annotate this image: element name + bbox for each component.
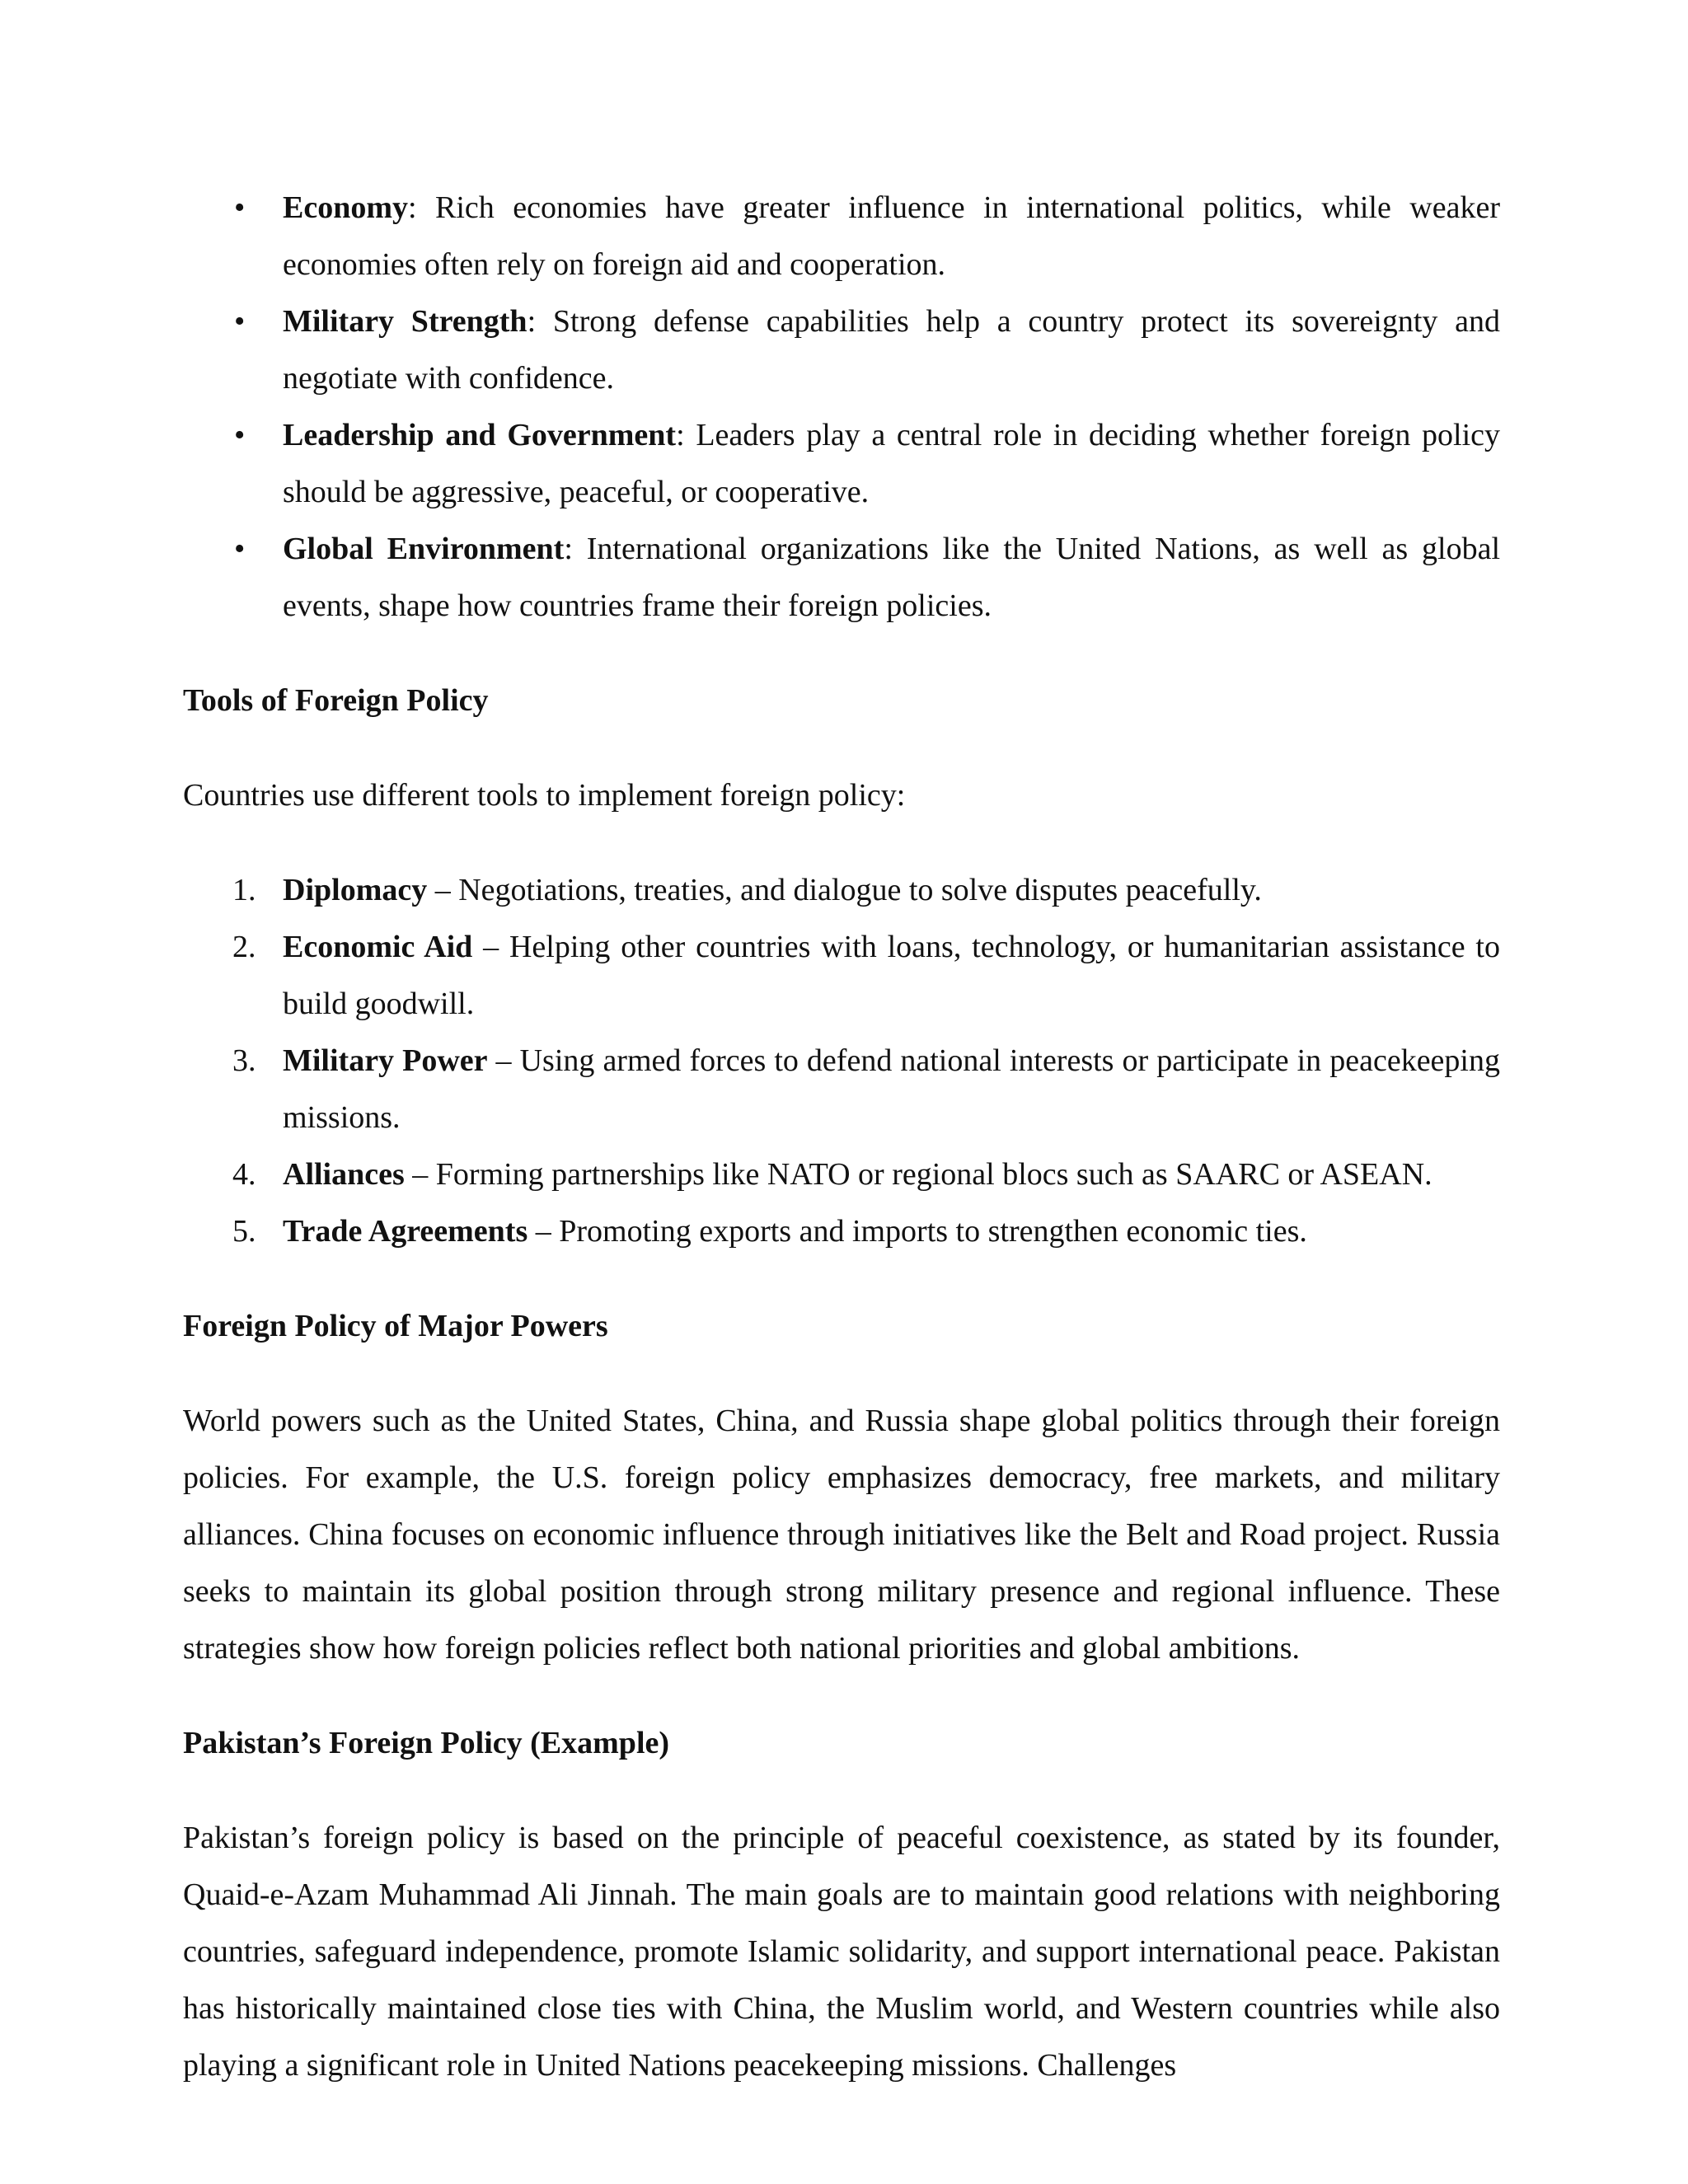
list-item bbox=[183, 407, 1500, 521]
tool-term: Diplomacy bbox=[283, 873, 428, 907]
bullet-icon: • bbox=[234, 418, 246, 452]
bullet-term: Military Strength bbox=[283, 304, 528, 339]
list-number: 5. bbox=[232, 1214, 256, 1249]
list-item bbox=[183, 1146, 1500, 1203]
tools-numbered-list bbox=[183, 862, 1500, 1260]
bullet-icon: • bbox=[234, 304, 246, 339]
tools-heading: Tools of Foreign Policy bbox=[183, 683, 489, 718]
list-item bbox=[183, 521, 1500, 635]
tool-term: Economic Aid bbox=[283, 930, 473, 964]
bullet-term: Economy bbox=[283, 190, 408, 225]
pakistan-paragraph: Pakistan’s foreign policy is based on the principle of peaceful coexistence, as stated by its founder, Quaid-e-Azam Muhammad Ali Jinnah. The main goals are to maintain good relations with neighboring countries, safeguard independence, promote Islamic solidarity, and support international peace. Pakistan has historically maintained close ties with China, the Muslim world, and Western countries while also playing a significant role in United Nations peacekeeping missions. Challenges bbox=[183, 1821, 1500, 2083]
pakistan-heading: Pakistan’s Foreign Policy (Example) bbox=[183, 1726, 670, 1760]
bullet-text: : Leaders play a central role in deciding whether foreign policy should be aggressive, peaceful, or cooperative. bbox=[283, 418, 1500, 509]
factor-bullet-list bbox=[183, 180, 1500, 635]
major-powers-paragraph: World powers such as the United States, China, and Russia shape global politics through their foreign policies. For example, the U.S. foreign policy emphasizes democracy, free markets, and military alliances. China focuses on economic influence through initiatives like the Belt and Road project. Russia seeks to maintain its global position through strong military presence and regional influence. These strategies show how foreign policies reflect both national priorities and global ambitions. bbox=[183, 1404, 1500, 1666]
list-number: 1. bbox=[232, 873, 256, 907]
list-number: 3. bbox=[232, 1043, 256, 1078]
tool-text: – Helping other countries with loans, technology, or humanitarian assistance to build goodwill. bbox=[283, 930, 1500, 1021]
list-item bbox=[183, 293, 1500, 407]
tool-text: – Promoting exports and imports to strengthen economic ties. bbox=[528, 1214, 1307, 1249]
list-item bbox=[183, 862, 1500, 919]
tool-term: Trade Agreements bbox=[283, 1214, 528, 1249]
list-item bbox=[183, 180, 1500, 293]
bullet-term: Global Environment bbox=[283, 532, 565, 566]
tool-term: Alliances bbox=[283, 1157, 405, 1192]
page-content bbox=[183, 180, 1500, 2094]
list-number: 2. bbox=[232, 930, 256, 964]
bullet-icon: • bbox=[234, 190, 246, 225]
list-item bbox=[183, 1203, 1500, 1260]
list-item bbox=[183, 1033, 1500, 1146]
list-item bbox=[183, 919, 1500, 1033]
list-number: 4. bbox=[232, 1157, 256, 1192]
bullet-term: Leadership and Government bbox=[283, 418, 677, 452]
tools-intro: Countries use different tools to implement foreign policy: bbox=[183, 778, 906, 813]
tool-text: – Forming partnerships like NATO or regional blocs such as SAARC or ASEAN. bbox=[404, 1157, 1432, 1192]
tool-term: Military Power bbox=[283, 1043, 488, 1078]
bullet-text: : Strong defense capabilities help a country protect its sovereignty and negotiate with confidence. bbox=[283, 304, 1500, 396]
bullet-icon: • bbox=[234, 532, 246, 566]
tool-text: – Using armed forces to defend national interests or participate in peacekeeping missions. bbox=[283, 1043, 1500, 1135]
bullet-text: : International organizations like the United Nations, as well as global events, shape how countries frame their foreign policies. bbox=[283, 532, 1501, 623]
bullet-text: : Rich economies have greater influence in international politics, while weaker economies often rely on foreign aid and cooperation. bbox=[283, 190, 1500, 282]
major-powers-heading: Foreign Policy of Major Powers bbox=[183, 1309, 608, 1343]
tool-text: – Negotiations, treaties, and dialogue to solve disputes peacefully. bbox=[427, 873, 1262, 907]
